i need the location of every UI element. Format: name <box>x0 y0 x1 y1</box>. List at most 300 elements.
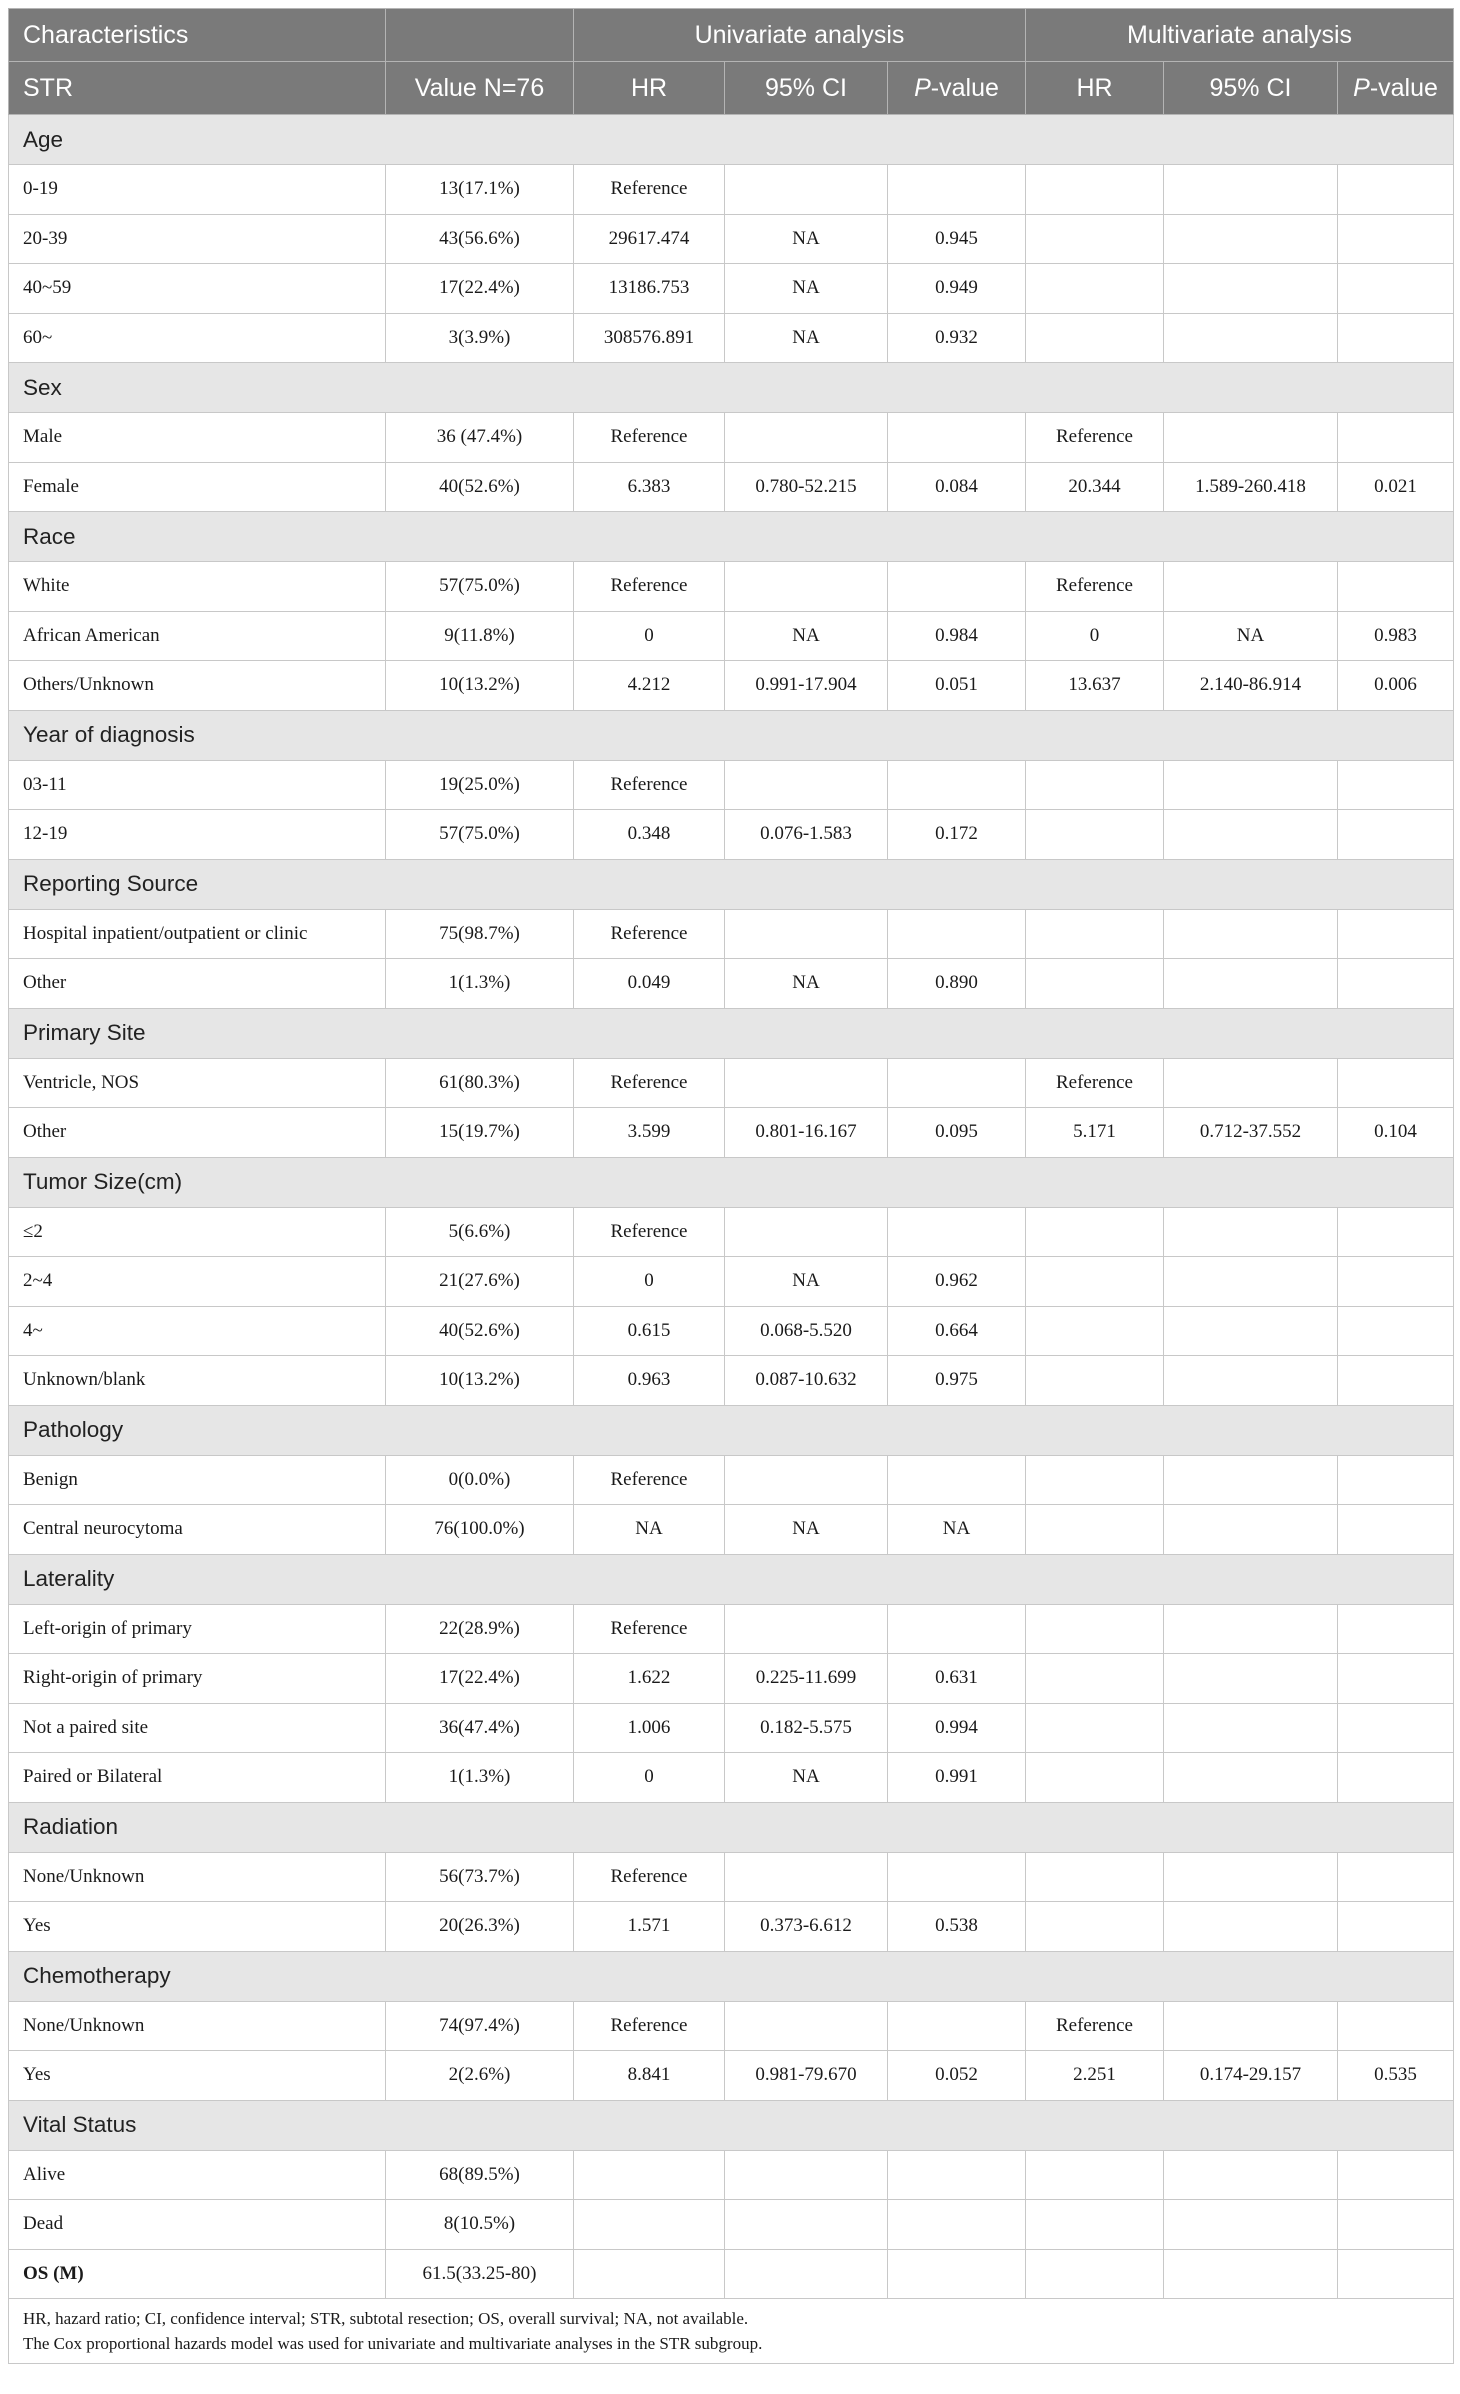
multi-hr-cell <box>1026 1306 1164 1356</box>
table-row <box>9 562 1454 612</box>
row-label: Ventricle, NOS <box>9 1058 386 1108</box>
uni-hr-cell: Reference <box>574 1058 725 1108</box>
multi-p-cell <box>1338 214 1454 264</box>
row-label: White <box>9 562 386 612</box>
table-row <box>9 1058 1454 1108</box>
row-label: Paired or Bilateral <box>9 1753 386 1803</box>
uni-p-cell <box>888 562 1026 612</box>
empty-cell <box>1026 2249 1164 2299</box>
uni-p-cell <box>888 413 1026 463</box>
row-label: African American <box>9 611 386 661</box>
uni-p-cell: 0.945 <box>888 214 1026 264</box>
uni-ci-cell <box>725 1455 888 1505</box>
row-value: 20(26.3%) <box>386 1902 574 1952</box>
uni-ci-cell: NA <box>725 313 888 363</box>
section-title: Vital Status <box>9 2100 1454 2150</box>
uni-hr-cell: Reference <box>574 1852 725 1902</box>
section-header-row <box>9 2100 1454 2150</box>
table-row <box>9 1455 1454 1505</box>
row-label: None/Unknown <box>9 1852 386 1902</box>
multi-hr-cell: Reference <box>1026 2001 1164 2051</box>
row-value: 3(3.9%) <box>386 313 574 363</box>
multi-p-header: P-value <box>1338 62 1454 115</box>
multi-hr-cell: Reference <box>1026 413 1164 463</box>
multi-p-cell <box>1338 1058 1454 1108</box>
multi-ci-cell <box>1164 1505 1338 1555</box>
uni-p-cell: 0.084 <box>888 462 1026 512</box>
uni-hr-cell: 3.599 <box>574 1108 725 1158</box>
table-row <box>9 165 1454 215</box>
multi-ci-cell: 0.712-37.552 <box>1164 1108 1338 1158</box>
table-row <box>9 909 1454 959</box>
row-value: 19(25.0%) <box>386 760 574 810</box>
row-label: 20-39 <box>9 214 386 264</box>
table-row <box>9 1108 1454 1158</box>
row-value: 21(27.6%) <box>386 1257 574 1307</box>
uni-hr-cell: Reference <box>574 1604 725 1654</box>
value-header: Value N=76 <box>386 62 574 115</box>
multi-ci-cell <box>1164 810 1338 860</box>
table-row <box>9 214 1454 264</box>
row-value: 17(22.4%) <box>386 264 574 314</box>
row-value: 22(28.9%) <box>386 1604 574 1654</box>
multi-hr-cell <box>1026 1505 1164 1555</box>
multi-p-cell <box>1338 1306 1454 1356</box>
uni-hr-cell: Reference <box>574 562 725 612</box>
uni-ci-cell: NA <box>725 611 888 661</box>
uni-hr-cell: Reference <box>574 760 725 810</box>
cox-regression-table <box>8 8 1454 2364</box>
uni-p-header: P-value <box>888 62 1026 115</box>
empty-cell <box>1338 2249 1454 2299</box>
multi-ci-cell <box>1164 2200 1338 2250</box>
row-value: 61(80.3%) <box>386 1058 574 1108</box>
univariate-header: Univariate analysis <box>574 9 1026 62</box>
table-row <box>9 959 1454 1009</box>
row-label: Unknown/blank <box>9 1356 386 1406</box>
section-title: Chemotherapy <box>9 1951 1454 2001</box>
footnote-line: HR, hazard ratio; CI, confidence interval; STR, subtotal resection; OS, overall survival; NA, not available. <box>23 2309 749 2328</box>
row-label: Left-origin of primary <box>9 1604 386 1654</box>
multi-hr-cell <box>1026 1753 1164 1803</box>
uni-p-cell: 0.932 <box>888 313 1026 363</box>
row-label: Hospital inpatient/outpatient or clinic <box>9 909 386 959</box>
uni-ci-cell: 0.087-10.632 <box>725 1356 888 1406</box>
multi-hr-cell <box>1026 214 1164 264</box>
multi-ci-cell <box>1164 1753 1338 1803</box>
section-title: Year of diagnosis <box>9 710 1454 760</box>
uni-p-cell: 0.975 <box>888 1356 1026 1406</box>
multi-hr-cell <box>1026 1257 1164 1307</box>
table-row <box>9 413 1454 463</box>
multi-ci-cell <box>1164 1455 1338 1505</box>
row-value: 76(100.0%) <box>386 1505 574 1555</box>
table-row <box>9 2200 1454 2250</box>
uni-hr-cell: Reference <box>574 1455 725 1505</box>
uni-hr-cell: 8.841 <box>574 2051 725 2101</box>
table-row <box>9 611 1454 661</box>
uni-ci-cell: NA <box>725 959 888 1009</box>
table-row <box>9 1753 1454 1803</box>
uni-hr-cell: 0.963 <box>574 1356 725 1406</box>
uni-ci-cell: 0.225-11.699 <box>725 1654 888 1704</box>
multi-p-cell <box>1338 1902 1454 1952</box>
section-title: Race <box>9 512 1454 562</box>
multi-hr-cell: Reference <box>1026 1058 1164 1108</box>
row-label: Central neurocytoma <box>9 1505 386 1555</box>
multi-p-cell <box>1338 810 1454 860</box>
multi-p-cell <box>1338 2200 1454 2250</box>
uni-p-cell: NA <box>888 1505 1026 1555</box>
multi-hr-cell <box>1026 1902 1164 1952</box>
section-header-row <box>9 1802 1454 1852</box>
multi-p-cell: 0.983 <box>1338 611 1454 661</box>
multi-p-cell <box>1338 760 1454 810</box>
row-value: 36(47.4%) <box>386 1703 574 1753</box>
section-title: Tumor Size(cm) <box>9 1157 1454 1207</box>
multi-hr-cell <box>1026 1604 1164 1654</box>
multi-ci-cell <box>1164 1306 1338 1356</box>
uni-ci-cell <box>725 1058 888 1108</box>
uni-ci-cell <box>725 2001 888 2051</box>
multi-ci-header: 95% CI <box>1164 62 1338 115</box>
uni-ci-cell: NA <box>725 1505 888 1555</box>
table-row <box>9 1654 1454 1704</box>
multi-p-cell: 0.104 <box>1338 1108 1454 1158</box>
uni-p-cell: 0.664 <box>888 1306 1026 1356</box>
multi-ci-cell: 2.140-86.914 <box>1164 661 1338 711</box>
uni-p-cell: 0.631 <box>888 1654 1026 1704</box>
row-label: Others/Unknown <box>9 661 386 711</box>
uni-p-cell: 0.890 <box>888 959 1026 1009</box>
multi-ci-cell <box>1164 959 1338 1009</box>
multi-p-cell <box>1338 264 1454 314</box>
row-label: Alive <box>9 2150 386 2200</box>
uni-hr-cell: Reference <box>574 413 725 463</box>
row-label: Other <box>9 1108 386 1158</box>
row-value: 15(19.7%) <box>386 1108 574 1158</box>
uni-hr-cell: 4.212 <box>574 661 725 711</box>
table-row <box>9 810 1454 860</box>
uni-hr-cell: 0 <box>574 1753 725 1803</box>
multi-hr-cell <box>1026 909 1164 959</box>
uni-ci-cell: 0.801-16.167 <box>725 1108 888 1158</box>
multi-ci-cell <box>1164 760 1338 810</box>
empty-cell <box>888 2249 1026 2299</box>
uni-p-cell <box>888 2001 1026 2051</box>
uni-p-cell <box>888 1604 1026 1654</box>
row-value: 1(1.3%) <box>386 959 574 1009</box>
uni-ci-cell <box>725 413 888 463</box>
uni-ci-cell <box>725 760 888 810</box>
uni-ci-cell: NA <box>725 214 888 264</box>
section-title: Pathology <box>9 1405 1454 1455</box>
table-row <box>9 661 1454 711</box>
uni-ci-cell: 0.068-5.520 <box>725 1306 888 1356</box>
uni-hr-cell: 0 <box>574 1257 725 1307</box>
multi-p-cell <box>1338 909 1454 959</box>
characteristics-header: Characteristics <box>9 9 386 62</box>
uni-ci-cell <box>725 909 888 959</box>
uni-ci-cell <box>725 1604 888 1654</box>
multi-hr-cell <box>1026 165 1164 215</box>
uni-hr-cell: 13186.753 <box>574 264 725 314</box>
table-row <box>9 1902 1454 1952</box>
row-value: 74(97.4%) <box>386 2001 574 2051</box>
multi-hr-cell <box>1026 1654 1164 1704</box>
table-row <box>9 2150 1454 2200</box>
multi-p-cell <box>1338 1257 1454 1307</box>
row-value: 1(1.3%) <box>386 1753 574 1803</box>
footnotes <box>9 2299 1454 2364</box>
uni-hr-cell: Reference <box>574 2001 725 2051</box>
empty-cell <box>1164 2249 1338 2299</box>
multi-p-cell <box>1338 1753 1454 1803</box>
multi-p-cell <box>1338 1852 1454 1902</box>
uni-ci-cell: 0.373-6.612 <box>725 1902 888 1952</box>
uni-ci-cell: 0.981-79.670 <box>725 2051 888 2101</box>
uni-p-cell: 0.095 <box>888 1108 1026 1158</box>
multi-ci-cell <box>1164 2001 1338 2051</box>
multi-p-cell <box>1338 1654 1454 1704</box>
multi-hr-cell <box>1026 1703 1164 1753</box>
uni-hr-cell: 0.348 <box>574 810 725 860</box>
row-value: 57(75.0%) <box>386 562 574 612</box>
uni-ci-header: 95% CI <box>725 62 888 115</box>
os-row <box>9 2249 1454 2299</box>
multi-hr-header: HR <box>1026 62 1164 115</box>
multi-hr-cell <box>1026 1455 1164 1505</box>
uni-ci-cell: NA <box>725 1257 888 1307</box>
section-header-row <box>9 1951 1454 2001</box>
os-value: 61.5(33.25-80) <box>386 2249 574 2299</box>
table-row <box>9 2051 1454 2101</box>
empty-cell <box>574 2249 725 2299</box>
uni-p-cell: 0.991 <box>888 1753 1026 1803</box>
multi-ci-cell <box>1164 264 1338 314</box>
section-title: Primary Site <box>9 1008 1454 1058</box>
table-row <box>9 1257 1454 1307</box>
row-label: Benign <box>9 1455 386 1505</box>
multi-p-cell: 0.535 <box>1338 2051 1454 2101</box>
uni-ci-cell <box>725 1852 888 1902</box>
uni-p-cell: 0.994 <box>888 1703 1026 1753</box>
os-label: OS (M) <box>9 2249 386 2299</box>
section-title: Laterality <box>9 1554 1454 1604</box>
row-label: Other <box>9 959 386 1009</box>
multivariate-header: Multivariate analysis <box>1026 9 1454 62</box>
multi-p-cell: 0.006 <box>1338 661 1454 711</box>
multi-p-cell <box>1338 313 1454 363</box>
uni-hr-cell: 1.622 <box>574 1654 725 1704</box>
uni-p-cell: 0.172 <box>888 810 1026 860</box>
table-row <box>9 1852 1454 1902</box>
uni-p-cell: 0.538 <box>888 1902 1026 1952</box>
uni-p-cell <box>888 1455 1026 1505</box>
row-label: ≤2 <box>9 1207 386 1257</box>
multi-hr-cell <box>1026 1852 1164 1902</box>
table-row <box>9 1306 1454 1356</box>
blank-header <box>386 9 574 62</box>
multi-ci-cell <box>1164 562 1338 612</box>
row-value: 56(73.7%) <box>386 1852 574 1902</box>
table-row <box>9 264 1454 314</box>
uni-ci-cell <box>725 1207 888 1257</box>
uni-ci-cell: NA <box>725 264 888 314</box>
section-title: Sex <box>9 363 1454 413</box>
row-value: 13(17.1%) <box>386 165 574 215</box>
multi-ci-cell <box>1164 2150 1338 2200</box>
uni-hr-header: HR <box>574 62 725 115</box>
multi-p-cell <box>1338 413 1454 463</box>
row-label: Male <box>9 413 386 463</box>
multi-hr-cell <box>1026 810 1164 860</box>
uni-p-cell <box>888 2200 1026 2250</box>
footnote-row <box>9 2299 1454 2364</box>
row-value: 2(2.6%) <box>386 2051 574 2101</box>
multi-ci-cell <box>1164 1703 1338 1753</box>
section-header-row <box>9 512 1454 562</box>
multi-p-cell <box>1338 1356 1454 1406</box>
row-value: 8(10.5%) <box>386 2200 574 2250</box>
section-header-row <box>9 363 1454 413</box>
multi-hr-cell: Reference <box>1026 562 1164 612</box>
table-row <box>9 760 1454 810</box>
multi-p-cell <box>1338 959 1454 1009</box>
multi-hr-cell <box>1026 1207 1164 1257</box>
row-label: Right-origin of primary <box>9 1654 386 1704</box>
row-label: 0-19 <box>9 165 386 215</box>
row-value: 10(13.2%) <box>386 661 574 711</box>
uni-p-cell: 0.984 <box>888 611 1026 661</box>
uni-p-cell <box>888 1058 1026 1108</box>
multi-hr-cell: 13.637 <box>1026 661 1164 711</box>
empty-cell <box>725 2249 888 2299</box>
uni-hr-cell: 0.615 <box>574 1306 725 1356</box>
row-label: None/Unknown <box>9 2001 386 2051</box>
row-value: 0(0.0%) <box>386 1455 574 1505</box>
multi-p-cell <box>1338 2001 1454 2051</box>
row-label: Not a paired site <box>9 1703 386 1753</box>
multi-ci-cell: NA <box>1164 611 1338 661</box>
section-title: Radiation <box>9 1802 1454 1852</box>
section-header-row <box>9 859 1454 909</box>
multi-ci-cell: 1.589-260.418 <box>1164 462 1338 512</box>
multi-ci-cell <box>1164 1257 1338 1307</box>
multi-hr-cell: 5.171 <box>1026 1108 1164 1158</box>
multi-ci-cell <box>1164 1654 1338 1704</box>
uni-hr-cell: Reference <box>574 909 725 959</box>
header-row-2 <box>9 62 1454 115</box>
row-label: 03-11 <box>9 760 386 810</box>
row-label: Yes <box>9 2051 386 2101</box>
uni-hr-cell: NA <box>574 1505 725 1555</box>
row-label: 4~ <box>9 1306 386 1356</box>
row-value: 57(75.0%) <box>386 810 574 860</box>
multi-ci-cell <box>1164 313 1338 363</box>
uni-hr-cell: Reference <box>574 1207 725 1257</box>
row-label: 2~4 <box>9 1257 386 1307</box>
uni-ci-cell: 0.182-5.575 <box>725 1703 888 1753</box>
table-row <box>9 1505 1454 1555</box>
table-row <box>9 2001 1454 2051</box>
table-row <box>9 1604 1454 1654</box>
uni-ci-cell <box>725 2150 888 2200</box>
row-value: 36 (47.4%) <box>386 413 574 463</box>
uni-ci-cell <box>725 562 888 612</box>
table-row <box>9 462 1454 512</box>
row-value: 40(52.6%) <box>386 462 574 512</box>
uni-p-cell <box>888 1852 1026 1902</box>
uni-hr-cell: 0.049 <box>574 959 725 1009</box>
multi-ci-cell <box>1164 413 1338 463</box>
multi-p-cell <box>1338 1505 1454 1555</box>
uni-p-cell <box>888 909 1026 959</box>
section-header-row <box>9 1157 1454 1207</box>
multi-hr-cell <box>1026 760 1164 810</box>
uni-p-cell: 0.052 <box>888 2051 1026 2101</box>
uni-p-cell <box>888 2150 1026 2200</box>
group-header: STR <box>9 62 386 115</box>
multi-p-cell <box>1338 1207 1454 1257</box>
uni-hr-cell: 6.383 <box>574 462 725 512</box>
multi-ci-cell <box>1164 1356 1338 1406</box>
multi-p-cell <box>1338 165 1454 215</box>
row-value: 43(56.6%) <box>386 214 574 264</box>
multi-ci-cell: 0.174-29.157 <box>1164 2051 1338 2101</box>
section-header-row <box>9 1008 1454 1058</box>
multi-hr-cell <box>1026 313 1164 363</box>
uni-p-cell <box>888 1207 1026 1257</box>
multi-ci-cell <box>1164 214 1338 264</box>
uni-p-cell: 0.949 <box>888 264 1026 314</box>
multi-hr-cell <box>1026 1356 1164 1406</box>
uni-p-cell <box>888 760 1026 810</box>
uni-ci-cell: 0.076-1.583 <box>725 810 888 860</box>
row-value: 10(13.2%) <box>386 1356 574 1406</box>
row-value: 75(98.7%) <box>386 909 574 959</box>
multi-p-cell <box>1338 562 1454 612</box>
multi-ci-cell <box>1164 1058 1338 1108</box>
table-row <box>9 313 1454 363</box>
section-title: Age <box>9 115 1454 165</box>
uni-p-cell <box>888 165 1026 215</box>
multi-ci-cell <box>1164 1852 1338 1902</box>
multi-hr-cell: 20.344 <box>1026 462 1164 512</box>
multi-p-cell: 0.021 <box>1338 462 1454 512</box>
multi-ci-cell <box>1164 1604 1338 1654</box>
uni-ci-cell: 0.780-52.215 <box>725 462 888 512</box>
row-value: 5(6.6%) <box>386 1207 574 1257</box>
uni-hr-cell: 0 <box>574 611 725 661</box>
multi-ci-cell <box>1164 909 1338 959</box>
multi-hr-cell: 0 <box>1026 611 1164 661</box>
uni-hr-cell: 29617.474 <box>574 214 725 264</box>
uni-p-cell: 0.962 <box>888 1257 1026 1307</box>
row-value: 40(52.6%) <box>386 1306 574 1356</box>
section-header-row <box>9 115 1454 165</box>
multi-p-cell <box>1338 1703 1454 1753</box>
row-value: 68(89.5%) <box>386 2150 574 2200</box>
section-header-row <box>9 1405 1454 1455</box>
multi-p-cell <box>1338 1604 1454 1654</box>
table-row <box>9 1356 1454 1406</box>
section-header-row <box>9 710 1454 760</box>
row-value: 17(22.4%) <box>386 1654 574 1704</box>
multi-ci-cell <box>1164 1207 1338 1257</box>
uni-p-cell: 0.051 <box>888 661 1026 711</box>
uni-hr-cell: Reference <box>574 165 725 215</box>
